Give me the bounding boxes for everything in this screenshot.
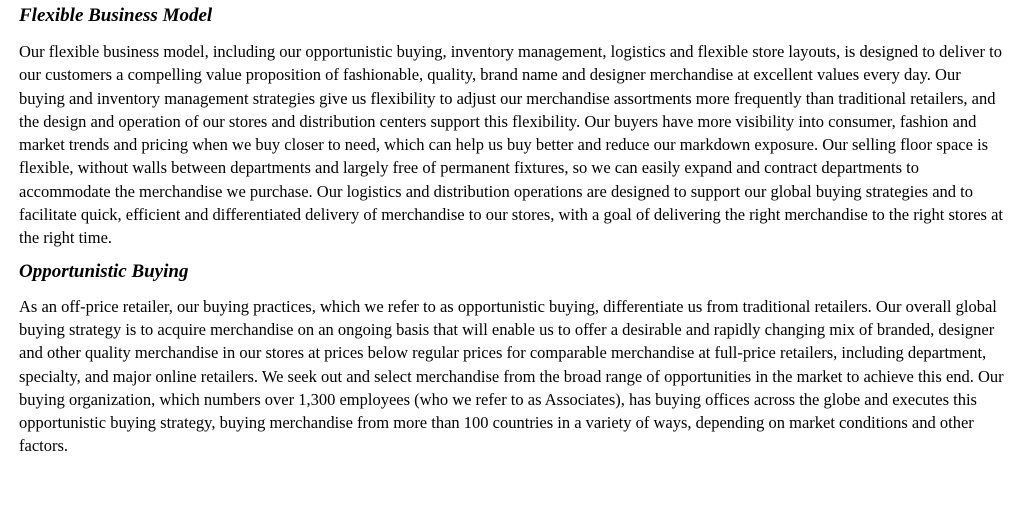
section-flexible-business-model xyxy=(19,4,1010,250)
section-heading: Opportunistic Buying xyxy=(19,260,189,282)
section-paragraph: Our flexible business model, including our opportunistic buying, inventory management, logistics and flexible store layouts, is designed to deliver to our customers a compelling value proposition of fashionable, quality, brand name and designer merchandise at excellent values every day. Our buying and inventory management strategies give us flexibility to adjust our merchandise assortments more frequently than traditional retailers, and the design and operation of our stores and distribution centers support this flexibility. Our buyers have more visibility into consumer, fashion and market trends and pricing when we buy closer to need, which can help us buy better and reduce our markdown exposure. Our selling floor space is flexible, without walls between departments and largely free of permanent fixtures, so we can easily expand and contract departments to accommodate the merchandise we purchase. Our logistics and distribution operations are designed to support our global buying strategies and to facilitate quick, efficient and differentiated delivery of merchandise to our stores, with a goal of delivering the right merchandise to the right stores at the right time. xyxy=(19,42,1004,248)
section-opportunistic-buying xyxy=(19,260,1010,458)
section-paragraph: As an off-price retailer, our buying practices, which we refer to as opportunistic buying, differentiate us from traditional retailers. Our overall global buying strategy is to acquire merchandise on an ongoing basis that will enable us to offer a desirable and rapidly changing mix of branded, designer and other quality merchandise in our stores at prices below regular prices for comparable merchandise at full-price retailers, including department, specialty, and major online retailers. We seek out and select merchandise from the broad range of opportunities in the market to achieve this end. Our buying organization, which numbers over 1,300 employees (who we refer to as Associates), has buying offices across the globe and executes this opportunistic buying strategy, buying merchandise from more than 100 countries in a variety of ways, depending on market conditions and other factors. xyxy=(19,296,1004,456)
section-heading: Flexible Business Model xyxy=(19,5,213,26)
